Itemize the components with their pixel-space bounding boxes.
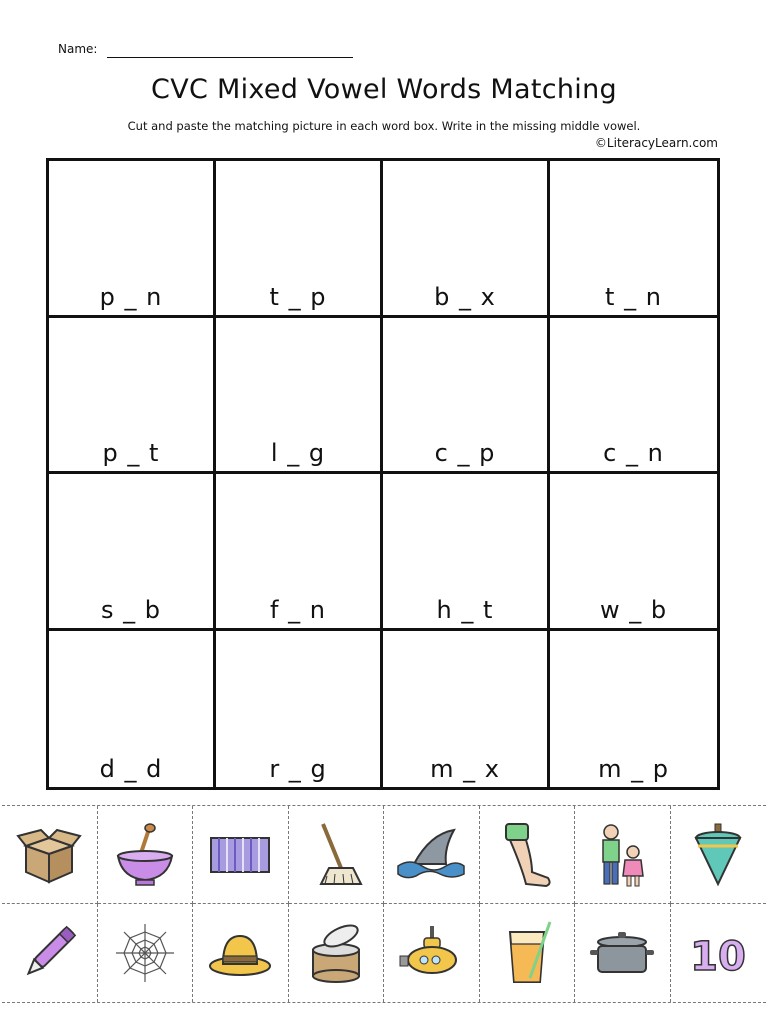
rug-icon	[205, 820, 275, 890]
word-box[interactable]	[383, 318, 550, 475]
word-label: b _ x	[434, 282, 496, 311]
picture-card[interactable]	[384, 904, 480, 1002]
top-icon	[683, 820, 753, 890]
instructions: Cut and paste the matching picture in each word box. Write in the missing middle vowel.	[127, 119, 641, 133]
word-grid	[46, 158, 720, 790]
word-label: c _ p	[434, 439, 496, 467]
word-label: t _ n	[605, 282, 662, 311]
copyright: ©LiteracyLearn.com	[594, 136, 718, 150]
word-label: c _ n	[603, 439, 664, 467]
word-box[interactable]	[49, 318, 216, 475]
word-box[interactable]	[550, 161, 717, 318]
picture-card[interactable]	[2, 806, 98, 904]
word-box[interactable]	[383, 161, 550, 318]
word-label: p _ n	[99, 282, 163, 311]
word-box[interactable]	[49, 474, 216, 631]
word-label: d _ d	[99, 755, 163, 783]
word-label: t _ p	[269, 282, 327, 311]
can-icon	[301, 918, 371, 988]
picture-card[interactable]	[480, 806, 576, 904]
word-box[interactable]	[216, 161, 383, 318]
picture-card[interactable]	[98, 904, 194, 1002]
pot-icon	[587, 918, 657, 988]
picture-card[interactable]	[671, 806, 767, 904]
shark-fin-icon	[396, 820, 466, 890]
ten-icon	[683, 918, 753, 988]
picture-card[interactable]	[98, 806, 194, 904]
word-box[interactable]	[49, 631, 216, 788]
picture-card[interactable]	[289, 806, 385, 904]
picture-card[interactable]	[2, 904, 98, 1002]
picture-card[interactable]	[575, 904, 671, 1002]
word-box[interactable]	[550, 474, 717, 631]
word-box[interactable]	[216, 631, 383, 788]
word-label: r _ g	[269, 755, 327, 783]
cutout-strip	[2, 805, 766, 1003]
word-label: w _ b	[599, 595, 668, 624]
word-label: p _ t	[102, 439, 160, 467]
word-box[interactable]	[383, 474, 550, 631]
word-box[interactable]	[550, 318, 717, 475]
word-box[interactable]	[383, 631, 550, 788]
mop-icon	[301, 820, 371, 890]
word-label: m _ x	[430, 755, 500, 783]
name-line[interactable]	[107, 57, 353, 58]
word-label: h _ t	[436, 595, 494, 624]
word-label: f _ n	[270, 595, 326, 624]
word-box[interactable]	[216, 474, 383, 631]
word-box[interactable]	[49, 161, 216, 318]
page-title: CVC Mixed Vowel Words Matching	[151, 74, 617, 105]
submarine-icon	[396, 918, 466, 988]
pen-icon	[14, 918, 84, 988]
box-icon	[14, 820, 84, 890]
picture-card[interactable]	[384, 806, 480, 904]
picture-card[interactable]	[193, 806, 289, 904]
svg-text:10: 10	[690, 934, 747, 980]
picture-card[interactable]	[289, 904, 385, 1002]
picture-card[interactable]	[480, 904, 576, 1002]
dad-and-kid-icon	[587, 820, 657, 890]
leg-icon	[492, 820, 562, 890]
word-box[interactable]	[550, 631, 717, 788]
word-label: m _ p	[598, 755, 669, 783]
word-label: s _ b	[101, 595, 161, 624]
picture-card[interactable]	[575, 806, 671, 904]
picture-card[interactable]	[193, 904, 289, 1002]
mixing-bowl-icon	[110, 820, 180, 890]
name-label: Name:	[58, 42, 98, 56]
word-box[interactable]	[216, 318, 383, 475]
word-label: l _ g	[270, 439, 326, 467]
picture-card[interactable]	[671, 904, 767, 1002]
cup-icon	[492, 918, 562, 988]
web-icon	[110, 918, 180, 988]
hat-icon	[205, 918, 275, 988]
